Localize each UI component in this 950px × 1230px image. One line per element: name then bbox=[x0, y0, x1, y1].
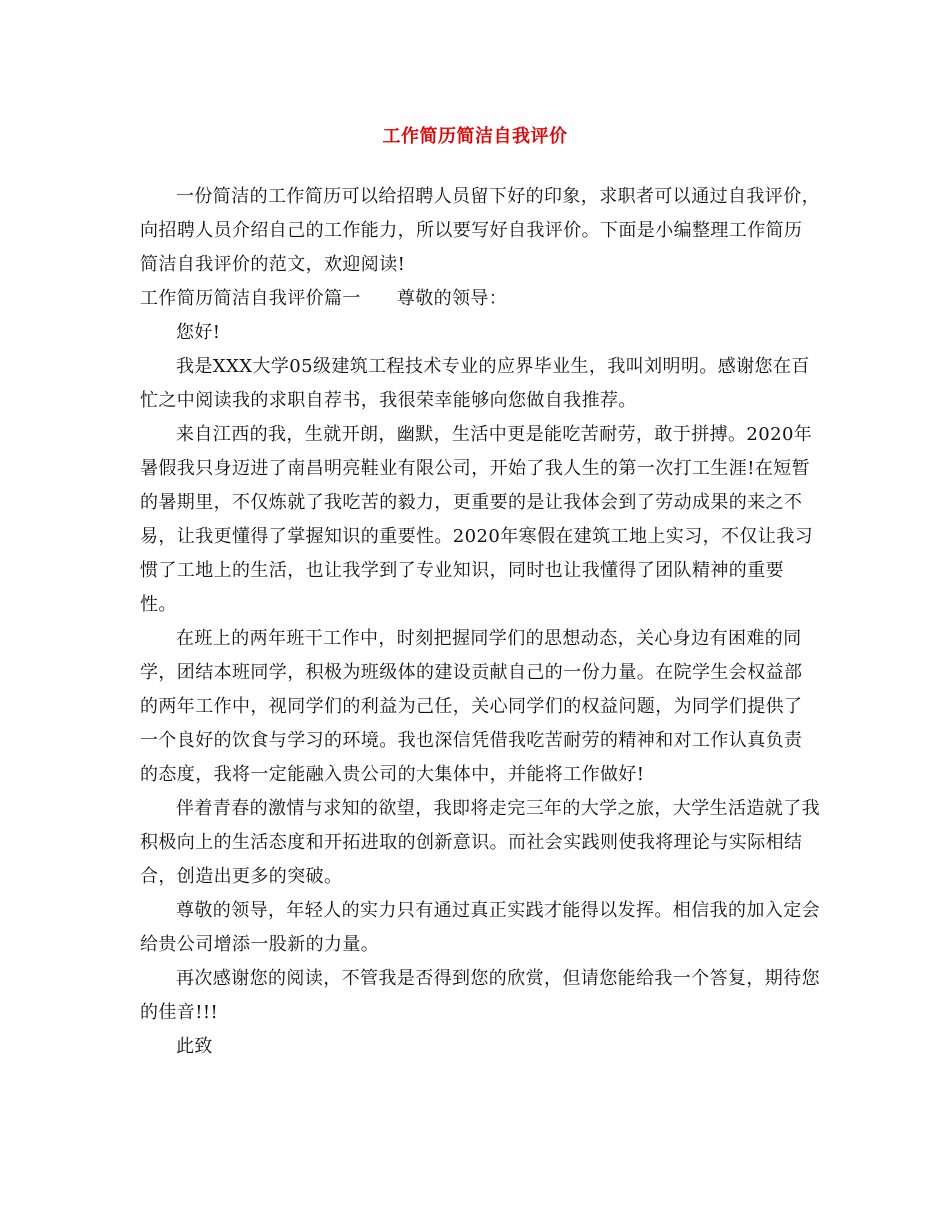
body-paragraph: 我是XXX大学05级建筑工程技术专业的应界毕业生，我叫刘明明。感谢您在百忙之中阅读我的求职自荐书，我很荣幸能够向您做自我推荐。 bbox=[140, 356, 810, 411]
body-paragraph: 伴着青春的激情与求知的欲望，我即将走完三年的大学之旅，大学生活造就了我积极向上的生活态度和开拓进取的创新意识。而社会实践则使我将理论与实际相结合，创造出更多的突破。 bbox=[140, 798, 820, 887]
body-paragraph: 再次感谢您的阅读，不管我是否得到您的欣赏，但请您能给我一个答复，期待您的佳音!!! bbox=[140, 968, 820, 1023]
section-heading: 工作简历简洁自我评价篇一 bbox=[140, 288, 361, 309]
section-heading-line bbox=[140, 282, 820, 316]
body-paragraph: 尊敬的领导，年轻人的实力只有通过真正实践才能得以发挥。相信我的加入定会给贵公司增添一股新的力量。 bbox=[140, 900, 820, 955]
document-body bbox=[140, 180, 820, 1064]
intro-paragraph: 一份简洁的工作简历可以给招聘人员留下好的印象，求职者可以通过自我评价，向招聘人员介绍自己的工作能力，所以要写好自我评价。下面是小编整理工作简历简洁自我评价的范文，欢迎阅读! bbox=[140, 186, 820, 275]
closing: 此致 bbox=[176, 1036, 213, 1057]
salutation: 尊敬的领导： bbox=[396, 288, 508, 309]
greeting: 您好! bbox=[176, 322, 221, 343]
document-title: 工作简历简洁自我评价 bbox=[382, 126, 568, 147]
body-paragraph: 在班上的两年班干工作中，时刻把握同学们的思想动态，关心身边有困难的同学，团结本班同学，积极为班级体的建设贡献自己的一份力量。在院学生会权益部的两年工作中，视同学们的利益为己任，关心同学们的权益问题，为同学们提供了一个良好的饮食与学习的环境。我也深信凭借我吃苦耐劳的精神和对工作认真负责的态度，我将一定能融入贵公司的大集体中，并能将工作做好! bbox=[140, 628, 803, 785]
body-paragraph: 来自江西的我，生就开朗，幽默，生活中更是能吃苦耐劳，敢于拼搏。2020年暑假我只身迈进了南昌明亮鞋业有限公司，开始了我人生的第一次打工生涯!在短暂的暑期里，不仅炼就了我吃苦的毅力，更重要的是让我体会到了劳动成果的来之不易，让我更懂得了掌握知识的重要性。2020年寒假在建筑工地上实习，不仅让我习惯了工地上的生活，也让我学到了专业知识，同时也让我懂得了团队精神的重要性。 bbox=[140, 424, 814, 615]
